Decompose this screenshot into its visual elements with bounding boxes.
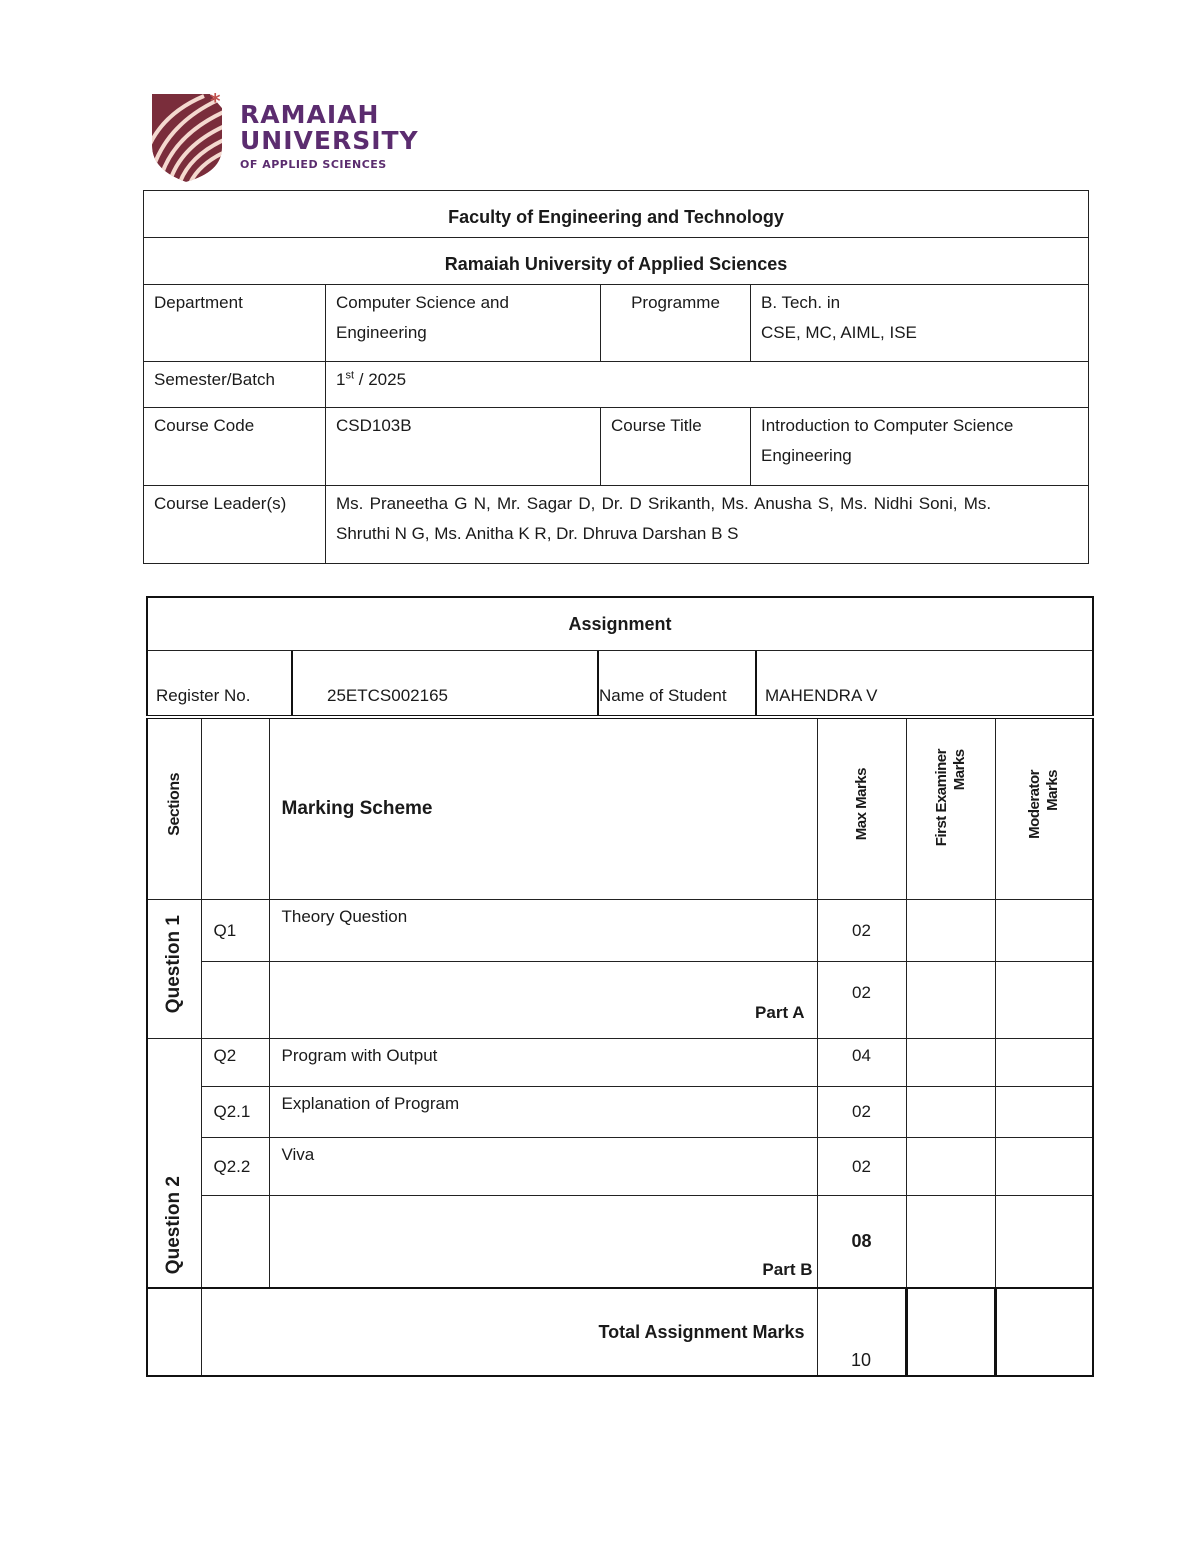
semester-number: 1 xyxy=(336,370,346,389)
row-question-number xyxy=(201,962,269,1039)
sections-header-text: Sections xyxy=(165,772,183,836)
row-question-number: Q2.2 xyxy=(201,1138,269,1196)
course-title-label: Course Title xyxy=(601,408,751,486)
sections-header xyxy=(147,717,201,900)
row-first-examiner-marks[interactable] xyxy=(906,1087,995,1138)
semester-value xyxy=(326,362,1089,408)
assignment-table xyxy=(146,596,1094,1377)
total-first-examiner-marks[interactable] xyxy=(906,1288,995,1376)
section-question-1-text: Question 1 xyxy=(163,914,185,1014)
row-description: Part A xyxy=(269,962,817,1039)
total-moderator-marks[interactable] xyxy=(995,1288,1093,1376)
course-leader-line1: Ms. Praneetha G N, Mr. Sagar D, Dr. D Srikanth, Ms. Anusha S, Ms. Nidhi Soni, Ms. xyxy=(336,494,992,513)
section-question-2-text: Question 2 xyxy=(163,1176,185,1275)
row-max-marks: 04 xyxy=(817,1039,906,1087)
faculty-title: Faculty of Engineering and Technology xyxy=(144,191,1089,238)
row-first-examiner-marks[interactable] xyxy=(906,962,995,1039)
moderator-header-line2: Marks xyxy=(1043,769,1061,811)
logo-name-line3: OF APPLIED SCIENCES xyxy=(240,158,387,171)
row-first-examiner-marks[interactable] xyxy=(906,900,995,962)
row-first-examiner-marks[interactable] xyxy=(906,1138,995,1196)
row-max-marks: 02 xyxy=(817,962,906,1039)
table-row xyxy=(147,900,1093,962)
row-max-marks: 02 xyxy=(817,900,906,962)
row-moderator-marks[interactable] xyxy=(995,900,1093,962)
row-description: Viva xyxy=(269,1138,817,1196)
course-info-table xyxy=(143,190,1089,564)
university-logo xyxy=(148,88,448,184)
first-examiner-header xyxy=(906,717,995,900)
university-title: Ramaiah University of Applied Sciences xyxy=(144,238,1089,285)
row-question-number: Q2 xyxy=(201,1039,269,1087)
total-max-marks: 10 xyxy=(817,1288,906,1376)
semester-year: / 2025 xyxy=(354,370,407,389)
row-max-marks: 08 xyxy=(817,1196,906,1288)
row-max-marks: 02 xyxy=(817,1087,906,1138)
course-title-line2: Engineering xyxy=(761,446,852,465)
programme-value-line2: CSE, MC, AIML, ISE xyxy=(761,323,917,342)
total-row xyxy=(147,1288,1093,1376)
marking-scheme-header: Marking Scheme xyxy=(269,717,817,900)
department-label: Department xyxy=(144,285,326,362)
section-question-1 xyxy=(147,900,201,1039)
table-row xyxy=(147,962,1093,1039)
course-title-value xyxy=(751,408,1089,486)
row-description: Theory Question xyxy=(269,900,817,962)
row-question-number: Q1 xyxy=(201,900,269,962)
programme-value-line1: B. Tech. in xyxy=(761,293,841,312)
department-value xyxy=(326,285,601,362)
moderator-header xyxy=(995,717,1093,900)
row-moderator-marks[interactable] xyxy=(995,1039,1093,1087)
svg-text:*: * xyxy=(210,89,221,113)
row-question-number: Q2.1 xyxy=(201,1087,269,1138)
section-question-2 xyxy=(147,1039,201,1288)
table-row xyxy=(147,1087,1093,1138)
total-label: Total Assignment Marks xyxy=(201,1288,817,1376)
register-label: Register No. xyxy=(156,686,251,705)
course-code-value: CSD103B xyxy=(326,408,601,486)
row-moderator-marks[interactable] xyxy=(995,1087,1093,1138)
logo-name-line1: RAMAIAH xyxy=(240,100,380,129)
max-marks-header-text: Max Marks xyxy=(852,767,870,841)
student-name-value: MAHENDRA V xyxy=(756,651,1092,715)
student-name-label: Name of Student xyxy=(598,651,756,715)
semester-suffix: st xyxy=(345,369,355,382)
logo-name-line2: UNIVERSITY xyxy=(240,126,419,155)
semester-label: Semester/Batch xyxy=(144,362,326,408)
max-marks-header xyxy=(817,717,906,900)
department-value-line2: Engineering xyxy=(336,323,427,342)
university-emblem-icon xyxy=(148,88,230,184)
register-value: 25ETCS002165 xyxy=(292,651,598,715)
course-leader-line2: Shruthi N G, Ms. Anitha K R, Dr. Dhruva Darshan B S xyxy=(336,524,739,543)
course-code-label: Course Code xyxy=(144,408,326,486)
assignment-title: Assignment xyxy=(147,597,1093,651)
row-description: Part B xyxy=(269,1196,817,1288)
row-description: Program with Output xyxy=(269,1039,817,1087)
moderator-header-line1: Moderator xyxy=(1025,769,1043,839)
table-row xyxy=(147,1138,1093,1196)
row-description: Explanation of Program xyxy=(269,1087,817,1138)
row-question-number xyxy=(201,1196,269,1288)
course-leader-label: Course Leader(s) xyxy=(144,486,326,564)
course-title-line1: Introduction to Computer Science xyxy=(761,416,1014,435)
first-examiner-header-line1: First Examiner xyxy=(932,749,950,847)
table-row xyxy=(147,1039,1093,1087)
row-max-marks: 02 xyxy=(817,1138,906,1196)
department-value-line1: Computer Science and xyxy=(336,293,509,312)
table-row xyxy=(147,1196,1093,1288)
row-moderator-marks[interactable] xyxy=(995,962,1093,1039)
course-leader-value xyxy=(326,486,1089,564)
programme-value xyxy=(751,285,1089,362)
row-moderator-marks[interactable] xyxy=(995,1196,1093,1288)
question-number-header xyxy=(201,717,269,900)
row-moderator-marks[interactable] xyxy=(995,1138,1093,1196)
row-first-examiner-marks[interactable] xyxy=(906,1196,995,1288)
first-examiner-header-line2: Marks xyxy=(950,749,968,790)
programme-label: Programme xyxy=(601,285,751,362)
total-section-cell xyxy=(147,1288,201,1376)
row-first-examiner-marks[interactable] xyxy=(906,1039,995,1087)
student-details xyxy=(148,651,1092,715)
